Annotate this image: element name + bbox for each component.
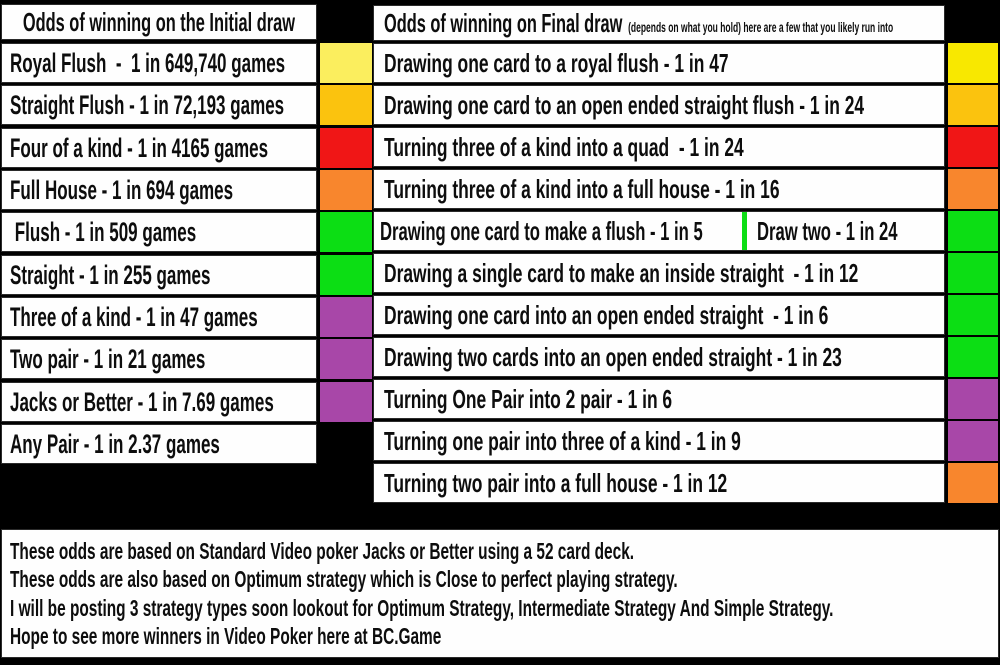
color-swatch-light_yellow (320, 43, 372, 83)
final-odds-label: Turning three of a kind into a quad - 1 in 24 (384, 131, 744, 162)
final-odds-row (374, 296, 944, 334)
color-swatch-red (948, 127, 998, 167)
final-draw-header-label: Odds of winning on Final draw (384, 7, 623, 38)
final-odds-row (374, 464, 944, 502)
initial-odds-label: Any Pair - 1 in 2.37 games (10, 428, 220, 459)
footer-line-text: These odds are based on Standard Video poker Jacks or Better using a 52 card deck. (10, 537, 635, 564)
color-swatch-purple (948, 379, 998, 419)
footer-line (10, 623, 990, 652)
final-odds-label: Turning One Pair into 2 pair - 1 in 6 (384, 383, 673, 414)
initial-odds-row (2, 44, 316, 82)
footer-line (10, 566, 990, 595)
initial-odds-row (2, 213, 316, 251)
initial-odds-label: Three of a kind - 1 in 47 games (10, 301, 258, 332)
footer-line-text: I will be posting 3 strategy types soon lookout for Optimum Strategy, Intermediate Strategy And Simple Strategy. (10, 594, 834, 621)
initial-odds-row (2, 298, 316, 336)
initial-odds-label: Royal Flush - 1 in 649,740 games (10, 47, 286, 78)
initial-odds-row (2, 383, 316, 421)
initial-odds-row (2, 425, 316, 463)
final-odds-row (374, 380, 944, 418)
footer-line (10, 537, 990, 566)
color-swatch-amber (320, 85, 372, 125)
color-swatch-green (948, 253, 998, 293)
color-swatch-purple (320, 382, 372, 422)
color-swatch-green (948, 337, 998, 377)
footer-line-text: These odds are also based on Optimum strategy which is Close to perfect playing strategy. (10, 566, 678, 593)
final-odds-row (374, 86, 944, 124)
initial-odds-label: Full House - 1 in 694 games (10, 174, 234, 205)
color-swatch-orange (320, 170, 372, 210)
final-odds-label: Drawing a single card to make an inside straight - 1 in 12 (384, 257, 859, 288)
footer-notes (2, 530, 998, 657)
initial-odds-label: Straight Flush - 1 in 72,193 games (10, 89, 285, 120)
final-odds-label: Drawing one card into an open ended straight - 1 in 6 (384, 299, 829, 330)
initial-odds-row (2, 256, 316, 294)
color-swatch-green (320, 255, 372, 295)
final-odds-label: Drawing two cards into an open ended straight - 1 in 23 (384, 341, 842, 372)
final-odds-cell (374, 216, 742, 247)
final-odds-label: Turning one pair into three of a kind - 1 in 9 (384, 425, 741, 456)
final-odds-label: Drawing one card to a royal flush - 1 in 47 (384, 47, 729, 78)
initial-odds-row (2, 86, 316, 124)
final-odds-label: Turning two pair into a full house - 1 in 12 (384, 467, 728, 498)
final-draw-header-note: (depends on what you hold) here are a few that you likely run into (628, 19, 894, 35)
initial-odds-label: Straight - 1 in 255 games (10, 259, 211, 290)
initial-odds-row (2, 171, 316, 209)
initial-odds-label: Jacks or Better - 1 in 7.69 games (10, 386, 274, 417)
color-swatch-purple (320, 339, 372, 379)
color-swatch-purple (320, 297, 372, 337)
initial-odds-label: Four of a kind - 1 in 4165 games (10, 132, 269, 163)
final-odds-row (374, 254, 944, 292)
color-swatch-green (948, 211, 998, 251)
footer-line-text: Hope to see more winners in Video Poker here at BC.Game (10, 623, 442, 650)
color-swatch-green (320, 212, 372, 252)
final-odds-row (374, 170, 944, 208)
final-odds-label: Drawing one card to make a flush - 1 in 5 (380, 215, 703, 246)
initial-odds-row (2, 129, 316, 167)
color-swatch-red (320, 128, 372, 168)
final-odds-row (374, 422, 944, 460)
final-odds-label-secondary: Draw two - 1 in 24 (757, 215, 898, 246)
color-swatch-purple (948, 421, 998, 461)
final-odds-label: Drawing one card to an open ended straight flush - 1 in 24 (384, 89, 865, 120)
final-odds-cell (747, 216, 977, 247)
color-swatch-amber (948, 85, 998, 125)
initial-draw-header-label: Odds of winning on the Initial draw (22, 6, 296, 37)
initial-odds-label: Flush - 1 in 509 games (10, 216, 197, 247)
color-swatch-orange (948, 463, 998, 503)
initial-odds-row (2, 340, 316, 378)
color-swatch-orange (948, 169, 998, 209)
final-odds-row (374, 128, 944, 166)
final-odds-label: Turning three of a kind into a full house - 1 in 16 (384, 173, 780, 204)
footer-line (10, 594, 990, 623)
final-odds-row (374, 338, 944, 376)
final-odds-row (374, 44, 944, 82)
color-swatch-yellow (948, 43, 998, 83)
color-swatch-green (948, 295, 998, 335)
initial-odds-label: Two pair - 1 in 21 games (10, 343, 206, 374)
final-odds-row-split (374, 212, 944, 250)
